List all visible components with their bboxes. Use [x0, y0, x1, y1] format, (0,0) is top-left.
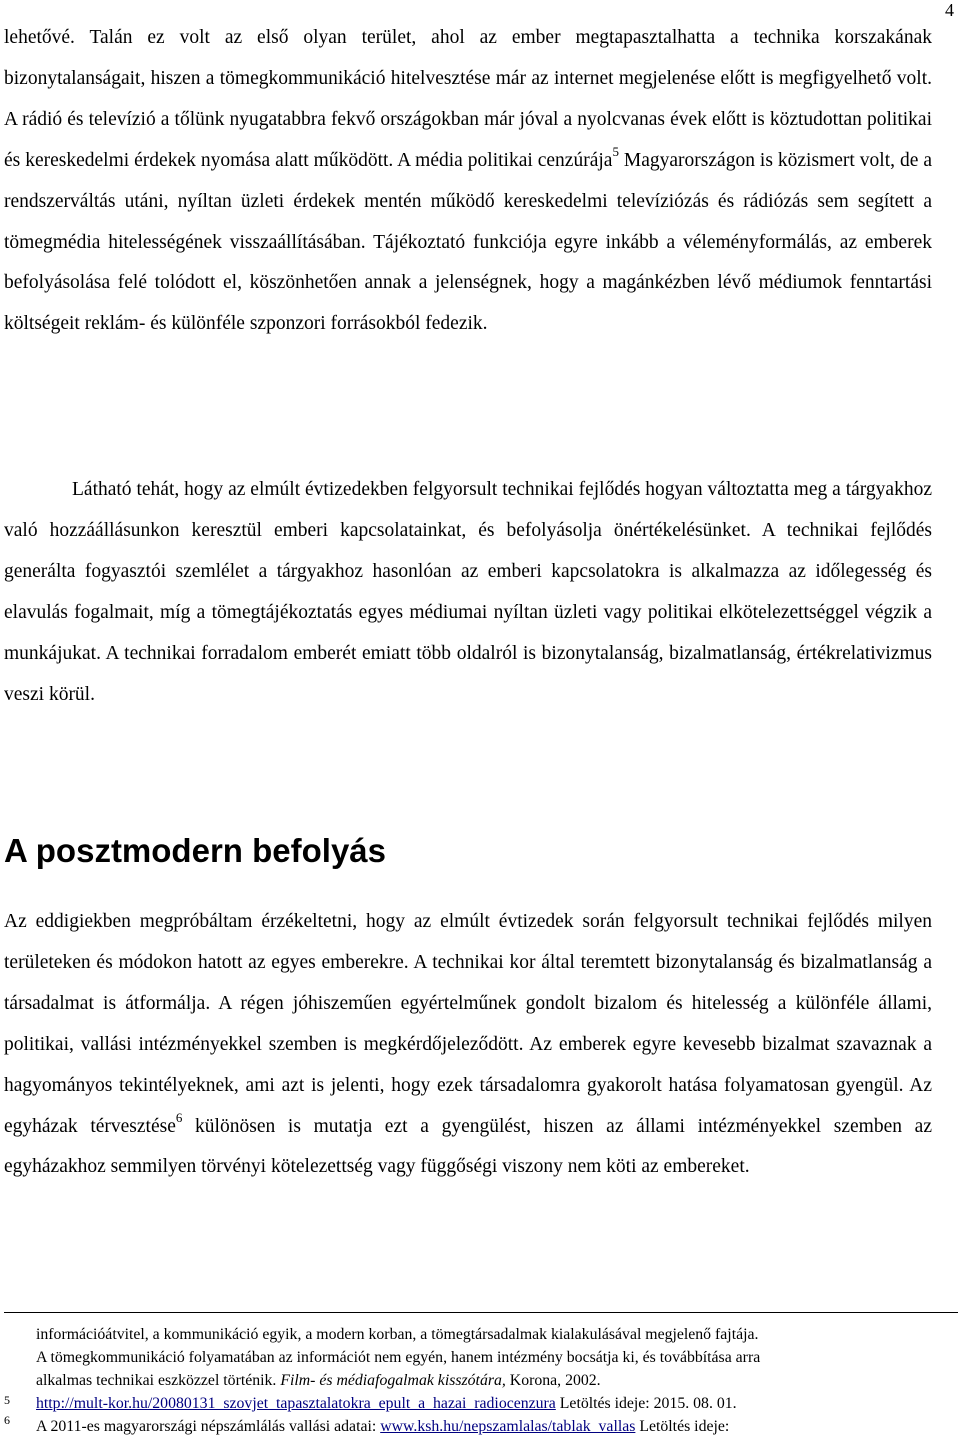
body-paragraph-2: Látható tehát, hogy az elmúlt évtizedekben felgyorsult technikai fejlődés hogyan változtatta meg a tárgyakhoz való hozzáállásunkon keresztül emberi kapcsolatainkat, és befolyásolja önértékelésünket. A technikai fejlődés generálta fogyasztói szemlélet a tárgyakhoz hasonlóan az emberi kapcsolatokra is alkalmazza az időlegesség és elavulás fogalmait, míg a tömegtájékoztatás egyes médiumai nyíltan üzleti vagy politikai elkötelezettséggel végzik a munkájukat. A technikai forradalom emberét emiatt több oldalról is bizonytalanság, bizalmatlanság, értékrelativizmus veszi körül. [4, 479, 932, 705]
paragraph-text: Az eddigiekben megpróbáltam érzékeltetni, hogy az elmúlt évtizedek során felgyorsult technikai fejlődés milyen területeken és módokon hatott az egyes emberekre. A technikai kor által teremtett bizonytalanság és bizalmatlanság a társadalmat is átformálja. A régen jóhiszeműen egyértelműnek gondolt bizalom és hitelesség a különféle állami, politikai, vallási intézményekkel szemben is megkérdőjeleződött. Az emberek egyre kevesebb bizalmat szavaznak a hagyományos tekintélyeknek, ami azt is jelenti, hogy ezek társadalomra gyakorolt hatása folyamatosan gyengül. Az egyházak térvesztése [4, 911, 932, 1137]
footnote-divider [4, 1312, 958, 1313]
footnote-ref-6[interactable]: 6 [175, 1110, 183, 1126]
footnote-line [36, 1392, 954, 1415]
footnote-line: információátvitel, a kommunikáció egyik, a modern korban, a tömegtársadalmak kialakulásával megjelenő fajtája. [36, 1326, 759, 1343]
page-number: 4 [945, 0, 954, 20]
footnote-line: A tömegkommunikáció folyamatában az információt nem egyén, hanem intézmény bocsátja ki, és továbbítása arra [36, 1349, 761, 1366]
footnote-6 [4, 1415, 954, 1438]
paragraph-text: lehetővé. Talán ez volt az első olyan terület, ahol az ember megtapasztalhatta a technika korszakának bizonytalanságait, hiszen a tömegkommunikáció hitelvesztése már az internet megjelenése előtt is megfigyelhető volt. A rádió és televízió a tőlünk nyugatabbra fekvő országokban már jóval a nyolcvanas évek előtt is köztudottan politikai és kereskedelmi érdekek nyomása alatt működött. A média politikai cenzúrája [4, 27, 932, 171]
paragraph-text: Magyarországon is közismert volt, de a rendszerváltás utáni, nyíltan üzleti érdekek mentén működő kereskedelmi televíziózás és rádiózás sem segített a tömegmédia hitelességének visszaállításában. Tájékoztató funkciója egyre inkább a véleményformálás, az emberek befolyásolása felé tolódott el, köszönhetően annak a jelenségnek, hogy a magánkézben lévő médiumok fenntartási költségeit reklám- és különféle szponzori forrásokból fedezik. [4, 149, 932, 335]
footnote-line [36, 1415, 954, 1438]
footnote-line [36, 1369, 954, 1392]
body-paragraph-3 [4, 902, 932, 1188]
footnote-text: Letöltés ideje: [635, 1418, 730, 1435]
body-paragraph-1 [4, 18, 932, 345]
book-title: Film- és médiafogalmak kisszótára, [280, 1372, 506, 1389]
footnote-number-6: 6 [4, 1413, 10, 1427]
paragraph-text: különösen is mutatja ezt a gyengülést, hiszen az állami intézményekkel szemben az egyházakhoz semmilyen törvényi kötelezettség vagy függőségi viszony nem köti az embereket. [4, 1115, 932, 1178]
footnote-text: Korona, 2002. [505, 1372, 601, 1389]
footnote-text: Letöltés ideje: 2015. 08. 01. [555, 1395, 737, 1412]
footnote-text: alkalmas technikai eszközzel történik. [36, 1372, 281, 1389]
footnote-link[interactable]: http://mult-kor.hu/20080131_szovjet_tapasztalatokra_epult_a_hazai_radiocenzura [36, 1395, 556, 1412]
footnote-text: A 2011-es magyarországi népszámlálás vallási adatai: [36, 1418, 381, 1435]
footnote-ref-5[interactable]: 5 [612, 144, 619, 160]
footnote-link[interactable]: www.ksh.hu/nepszamlalas/tablak_vallas [380, 1418, 636, 1435]
footnotes [4, 1323, 954, 1438]
footnote-5 [4, 1323, 954, 1415]
section-heading: A posztmodern befolyás [4, 832, 386, 869]
footnote-number-5: 5 [4, 1393, 10, 1407]
